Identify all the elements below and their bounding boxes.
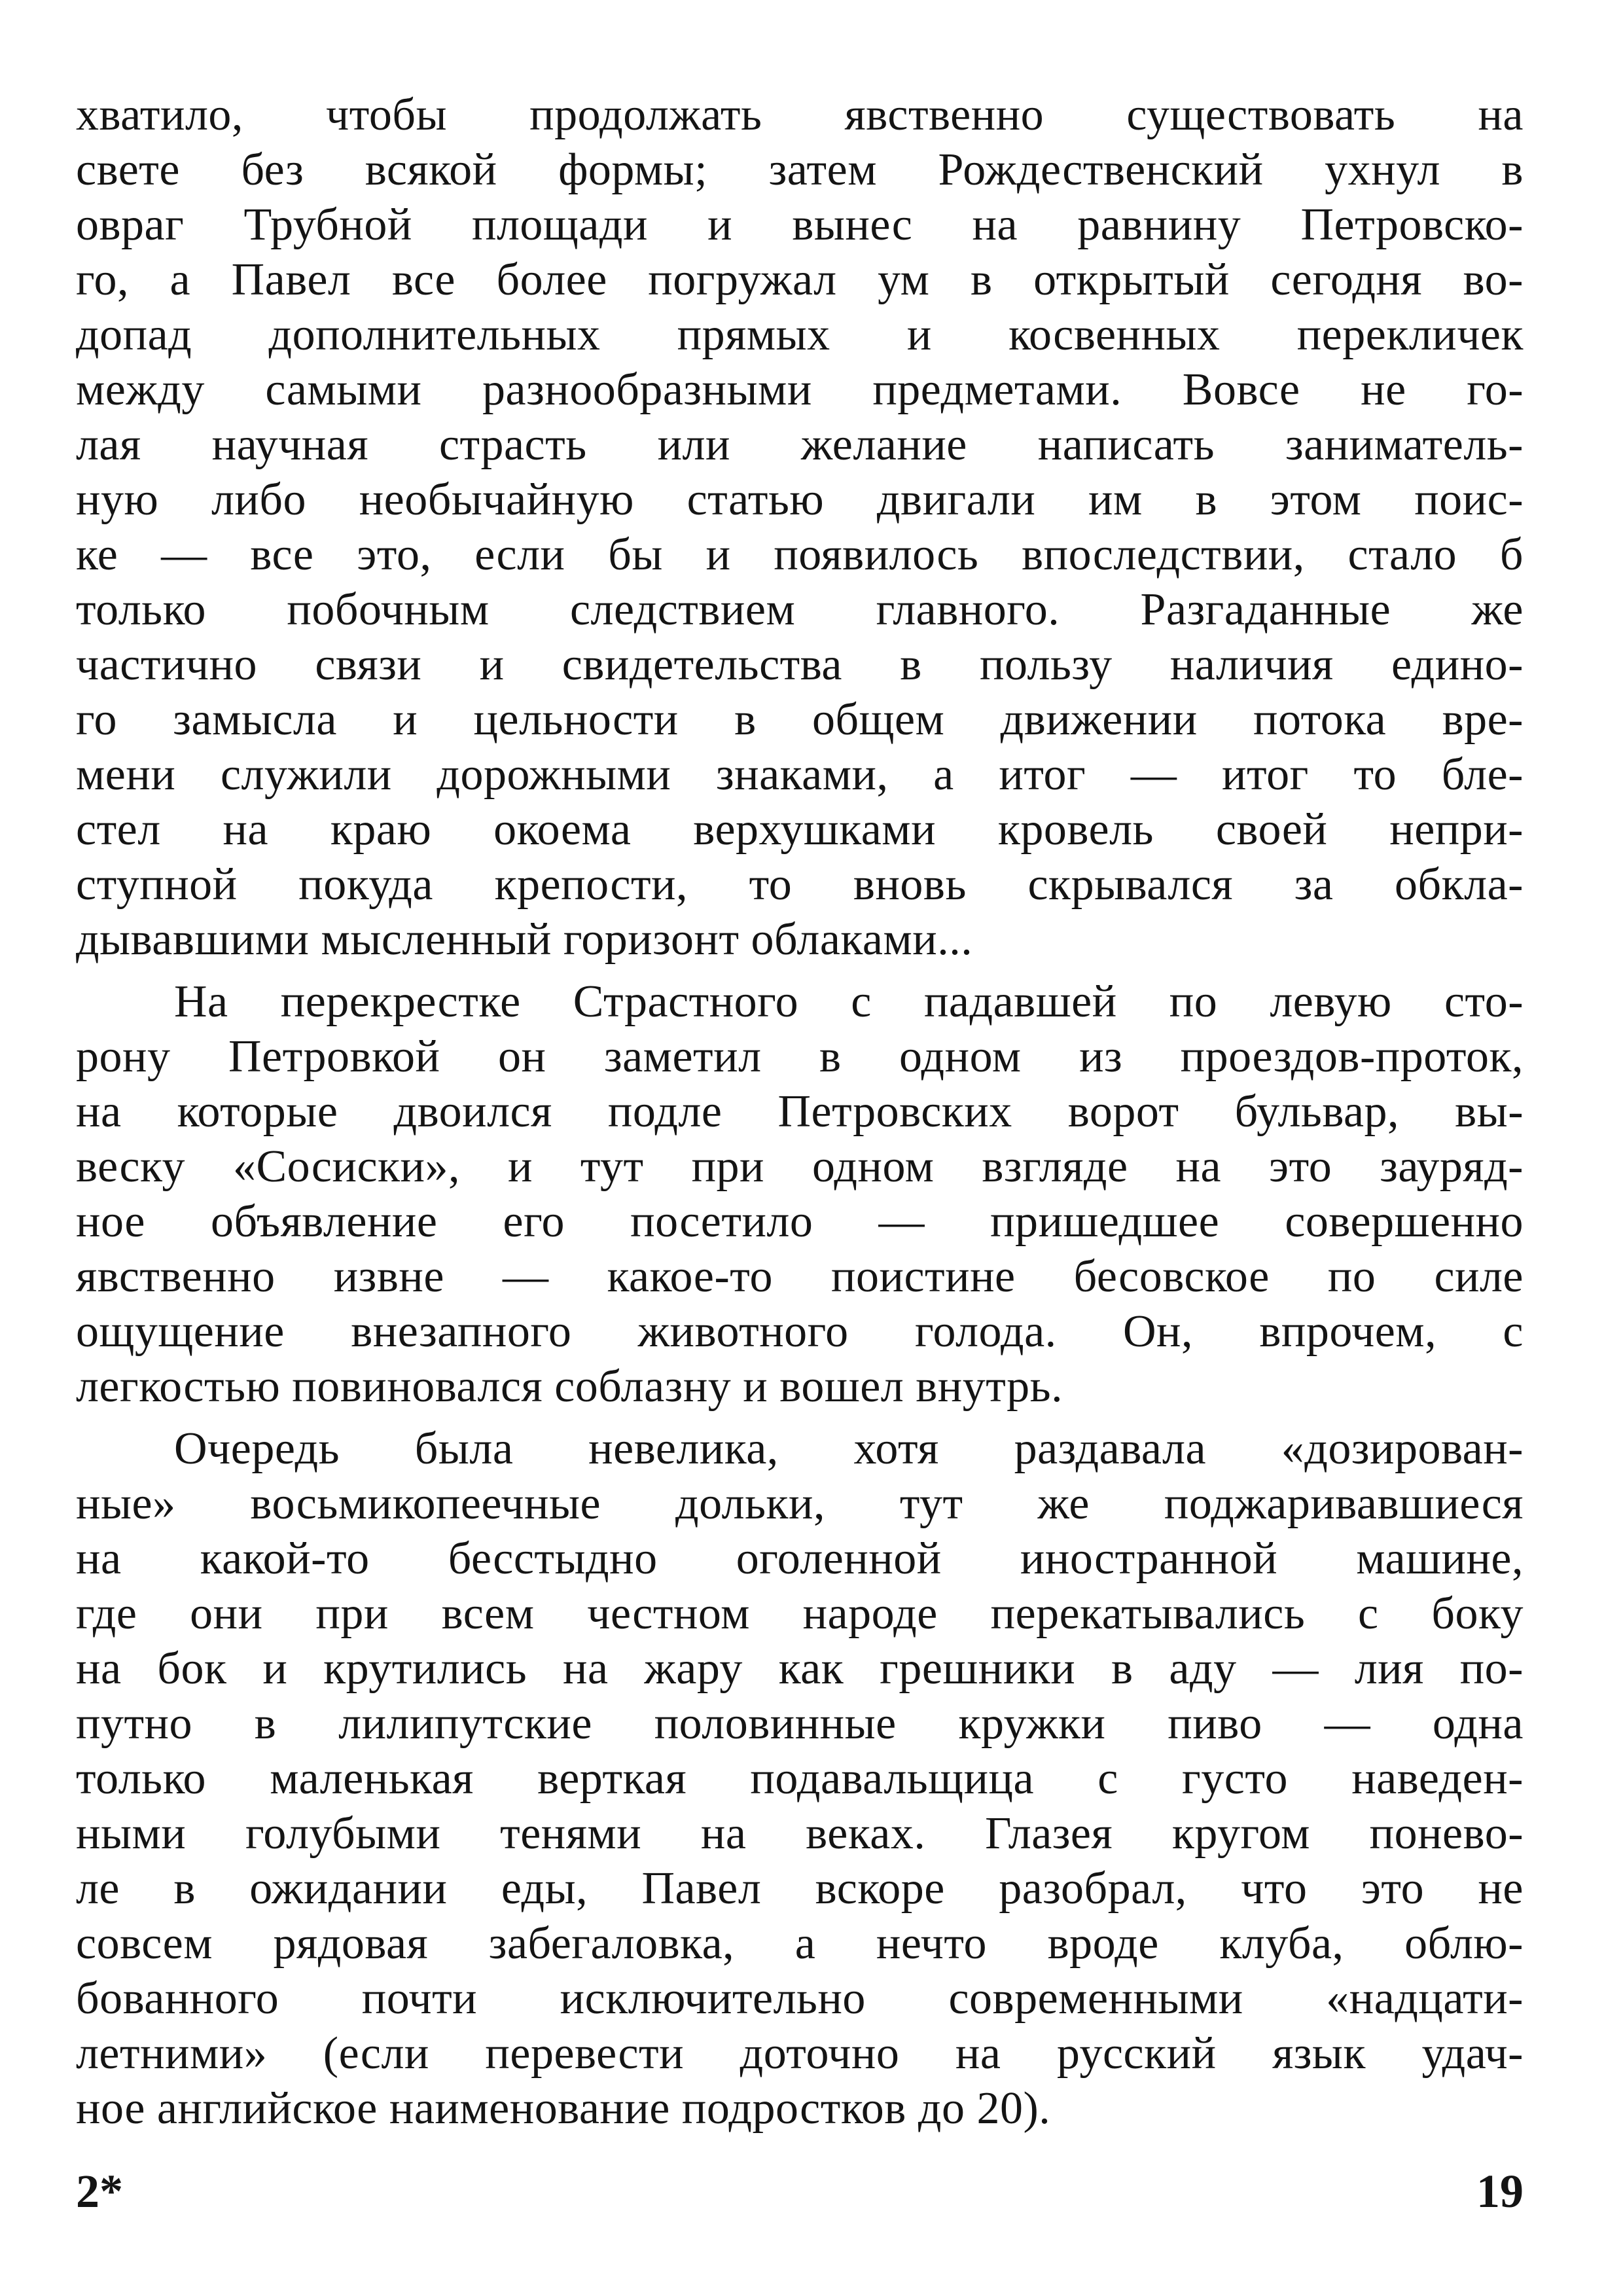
text-line: го замысла и цельности в общем движении потока вре- (76, 694, 1524, 745)
text-line: частично связи и свидетельства в пользу наличия едино- (76, 639, 1524, 690)
text-line: между самыми разнообразными предметами. Вовсе не го- (76, 365, 1524, 415)
printer-signature: 2* (76, 2165, 123, 2217)
text-line: ощущение внезапного животного голода. Он, впрочем, с (76, 1306, 1524, 1357)
text-line: овраг Трубной площади и вынес на равнину Петровско- (76, 200, 1524, 250)
text-line: ле в ожидании еды, Павел вскоре разобрал, что это не (76, 1863, 1524, 1914)
text-line: свете без всякой формы; затем Рождественский ухнул в (76, 145, 1524, 195)
text-line: стел на краю окоема верхушками кровель своей непри- (76, 804, 1524, 855)
page-number: 19 (1476, 2165, 1524, 2217)
text-line: ные» восьмикопеечные дольки, тут же поджаривавшиеся (76, 1479, 1524, 1529)
text-line: ное объявление его посетило — пришедшее совершенно (76, 1196, 1524, 1247)
text-line: только маленькая верткая подавальщица с густо наведен- (76, 1753, 1524, 1804)
text-line: хватило, чтобы продолжать явственно существовать на (76, 90, 1524, 140)
text-line: рону Петровкой он заметил в одном из проездов-проток, (76, 1031, 1524, 1082)
text-line: допад дополнительных прямых и косвенных перекличек (76, 310, 1524, 360)
text-line: явственно извне — какое-то поистине бесовское по силе (76, 1251, 1524, 1302)
text-line: где они при всем честном народе перекатывались с боку (76, 1588, 1524, 1639)
text-line: на какой-то бесстыдно оголенной иностранной машине, (76, 1534, 1524, 1584)
text-line: дывавшими мысленный горизонт облаками... (76, 914, 973, 965)
text-line: ступной покуда крепости, то вновь скрывался за обкла- (76, 859, 1524, 910)
text-line: легкостью повиновался соблазну и вошел внутрь. (76, 1361, 1063, 1412)
text-line: ное английское наименование подростков до 20). (76, 2083, 1051, 2134)
text-line: на бок и крутились на жару как грешники в аду — лия по- (76, 1643, 1524, 1694)
text-line: го, а Павел все более погружал ум в открытый сегодня во- (76, 255, 1524, 305)
text-line: Очередь была невелика, хотя раздавала «дозирован- (174, 1424, 1524, 1474)
text-line: лая научная страсть или желание написать заниматель- (76, 420, 1524, 470)
text-line: веску «Сосиски», и тут при одном взгляде на это зауряд- (76, 1141, 1524, 1192)
text-line: ную либо необычайную статью двигали им в этом поис- (76, 475, 1524, 525)
text-line: бованного почти исключительно современными «надцати- (76, 1973, 1524, 2024)
text-line: мени служили дорожными знаками, а итог — итог то бле- (76, 749, 1524, 800)
text-line: только побочным следствием главного. Разгаданные же (76, 584, 1524, 635)
text-line: путно в лилипутские половинные кружки пиво — одна (76, 1698, 1524, 1749)
text-line: На перекрестке Страстного с падавшей по левую сто- (174, 977, 1524, 1027)
text-line: ными голубыми тенями на веках. Глазея кругом понево- (76, 1808, 1524, 1859)
text-line: совсем рядовая забегаловка, а нечто вроде клуба, облю- (76, 1918, 1524, 1969)
text-line: ке — все это, если бы и появилось впоследствии, стало б (76, 529, 1524, 580)
text-line: летними» (если перевести доточно на русский язык удач- (76, 2028, 1524, 2079)
text-line: на которые двоился подле Петровских ворот бульвар, вы- (76, 1086, 1524, 1137)
